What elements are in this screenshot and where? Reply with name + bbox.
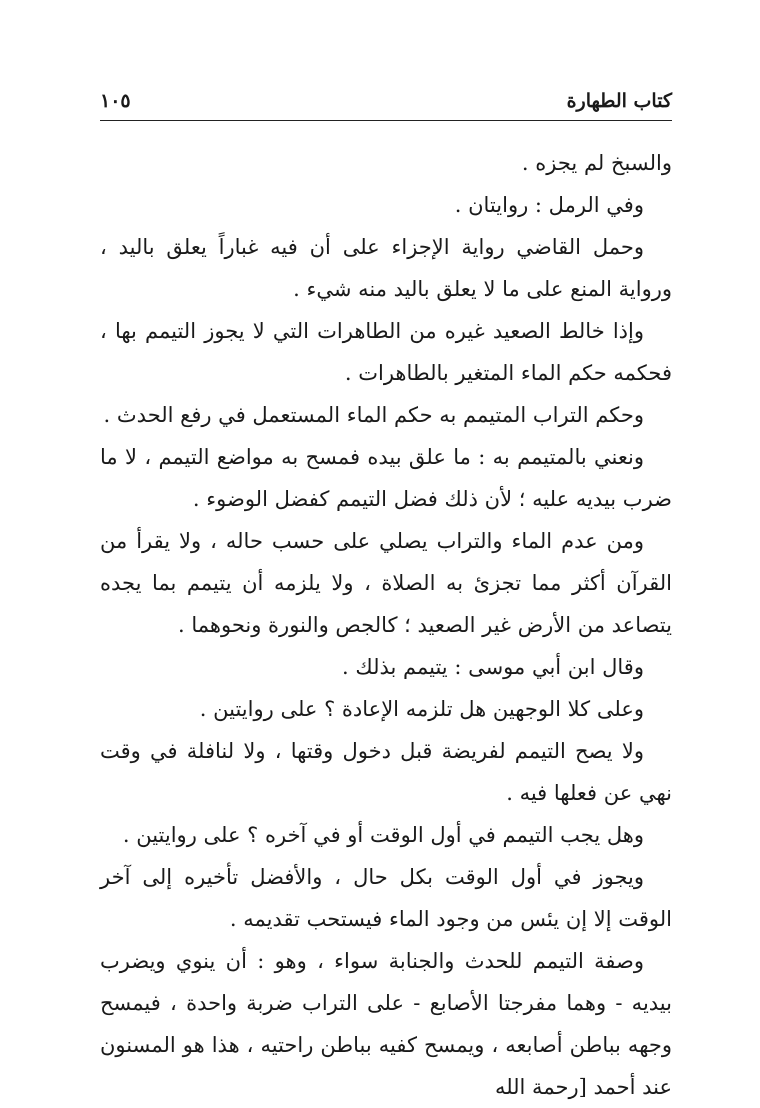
book-page	[100, 72, 672, 1099]
header-title: كتاب الطهارة	[566, 90, 672, 112]
running-header	[100, 86, 672, 116]
paragraph: وهل يجب التيمم في أول الوقت أو في آخره ؟ على روايتين .	[122, 823, 644, 847]
page-number: ١٠٥	[100, 90, 131, 112]
page-body	[100, 142, 672, 1108]
paragraph: وقال ابن أبي موسى : يتيمم بذلك .	[342, 655, 644, 679]
paragraph: وحكم التراب المتيمم به حكم الماء المستعمل في رفع الحدث .	[103, 403, 644, 427]
paragraph: وصفة التيمم للحدث والجنابة سواء ، وهو : أن ينوي ويضرب بيديه - وهما مفرجتا الأصابع - على التراب ضربة واحدة ، فيمسح وجهه بباطن أصابعه ، ويمسح كفيه بباطن راحتيه ، هذا هو المسنون عند أحمد [رحمة الله	[100, 949, 672, 1099]
paragraph: وإذا خالط الصعيد غيره من الطاهرات التي لا يجوز التيمم بها ، فحكمه حكم الماء المتغير بالطاهرات .	[100, 319, 672, 385]
paragraph: ونعني بالمتيمم به : ما علق بيده فمسح به مواضع التيمم ، لا ما ضرب بيديه عليه ؛ لأن ذلك فضل التيمم كفضل الوضوء .	[100, 445, 672, 511]
header-divider	[100, 120, 672, 121]
paragraph: وفي الرمل : روايتان .	[454, 193, 644, 217]
paragraph: وحمل القاضي رواية الإجزاء على أن فيه غباراً يعلق باليد ، ورواية المنع على ما لا يعلق باليد منه شيء .	[100, 235, 672, 301]
paragraph: ومن عدم الماء والتراب يصلي على حسب حاله ، ولا يقرأ من القرآن أكثر مما تجزئ به الصلاة ، ولا يلزمه أن يتيمم بما يجده يتصاعد من الأرض غير الصعيد ؛ كالجص والنورة ونحوهما .	[100, 529, 672, 637]
paragraph: ويجوز في أول الوقت بكل حال ، والأفضل تأخيره إلى آخر الوقت إلا إن يئس من وجود الماء فيستحب تقديمه .	[100, 865, 672, 931]
paragraph: وعلى كلا الوجهين هل تلزمه الإعادة ؟ على روايتين .	[199, 697, 644, 721]
paragraph: والسبخ لم يجزه .	[521, 151, 672, 175]
paragraph: ولا يصح التيمم لفريضة قبل دخول وقتها ، ولا لنافلة في وقت نهي عن فعلها فيه .	[100, 739, 672, 805]
